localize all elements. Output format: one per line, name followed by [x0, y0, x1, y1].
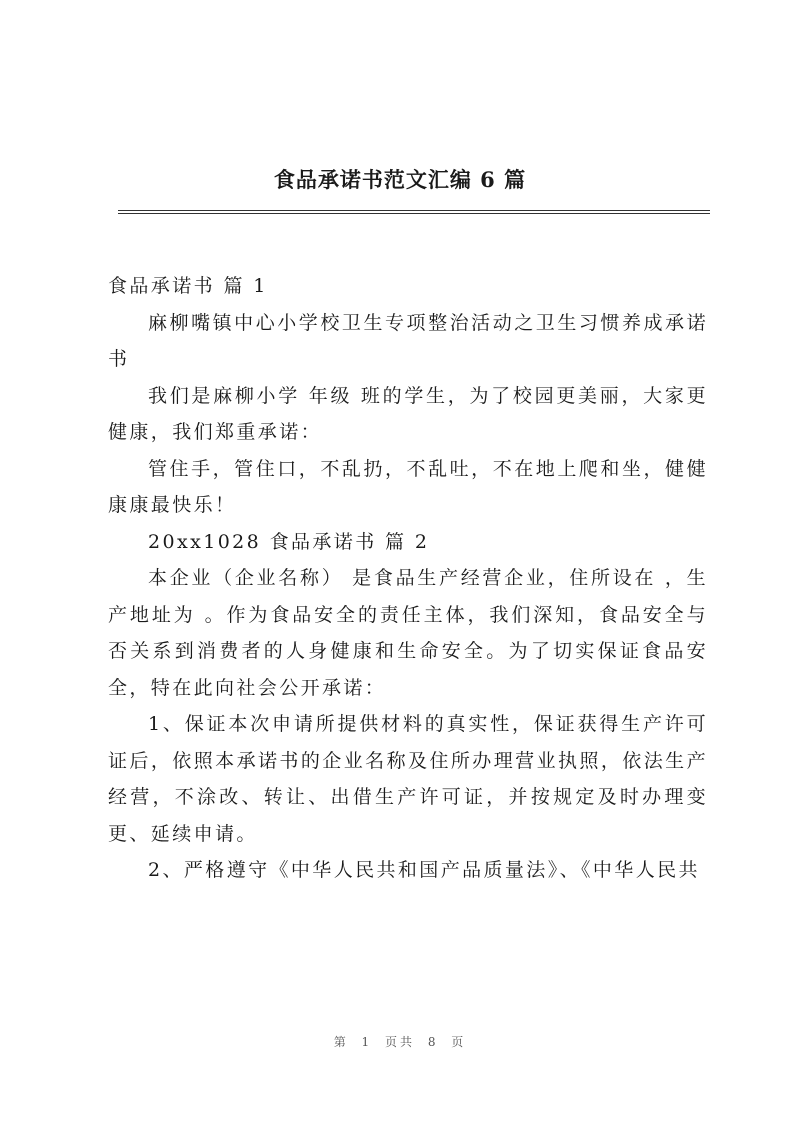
page-footer: 第 1 页共 8 页 — [333, 1035, 467, 1049]
document-title: 食品承诺书范文汇编 6 篇 — [273, 167, 527, 192]
paragraph: 麻柳嘴镇中心小学校卫生专项整治活动之卫生习惯养成承诺书 — [108, 311, 708, 370]
section-heading-1: 食品承诺书 篇 1 — [108, 275, 268, 297]
paragraph: 1、保证本次申请所提供材料的真实性，保证获得生产许可证后，依照本承诺书的企业名称及住所办理营业执照，依法生产经营，不涂改、转让、出借生产许可证，并按规定及时办理变更、延续申请。 — [108, 713, 708, 845]
title-underline-thin — [118, 213, 710, 214]
section-heading-2: 20xx1028 食品承诺书 篇 2 — [148, 530, 430, 553]
paragraph: 2、严格遵守《中华人民共和国产品质量法》、《中华人民共 — [148, 859, 700, 881]
document-body — [108, 268, 708, 889]
paragraph: 本企业（企业名称） 是食品生产经营企业，住所设在 ，生产地址为 。作为食品安全的责任主体，我们深知，食品安全与否关系到消费者的人身健康和生命安全。为了切实保证食品安全，特在此向社会公开承诺： — [108, 567, 708, 699]
paragraph: 我们是麻柳小学 年级 班的学生，为了校园更美丽，大家更健康，我们郑重承诺： — [108, 384, 708, 443]
title-underline — [118, 210, 710, 211]
paragraph: 管住手，管住口，不乱扔，不乱吐，不在地上爬和坐，健健康康最快乐！ — [108, 457, 708, 516]
